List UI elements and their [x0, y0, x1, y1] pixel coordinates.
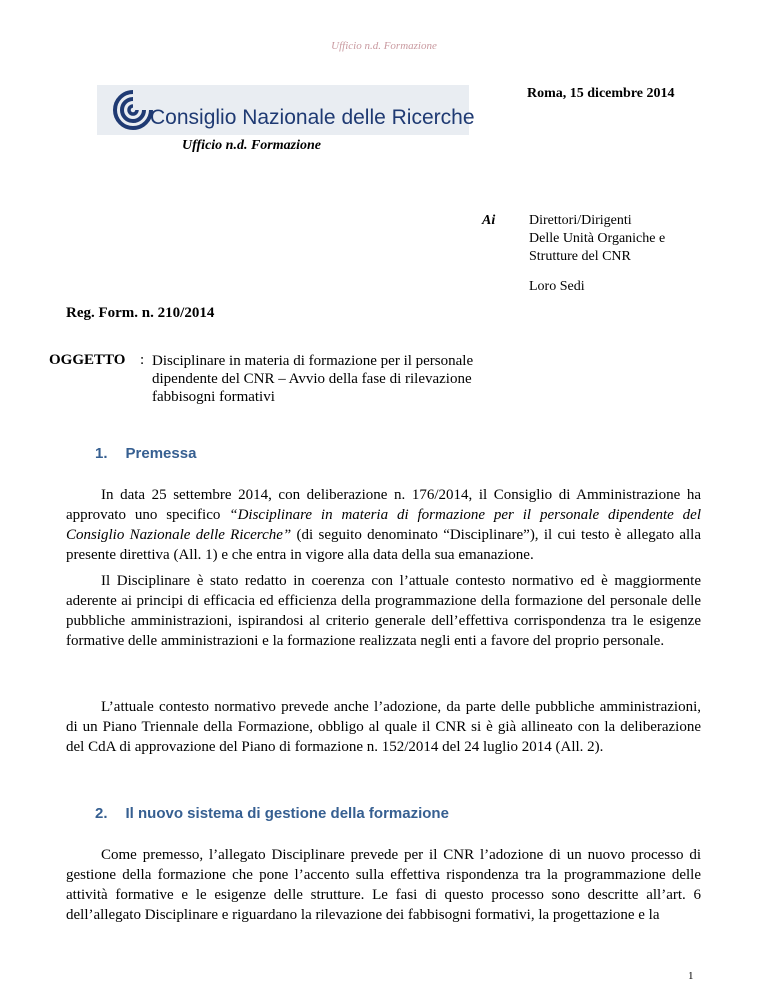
paragraph — [66, 485, 701, 565]
subject-text: Disciplinare in materia di formazione per il personale dipendente del CNR – Avvio della fase di rilevazione fabbisogni formativi — [152, 353, 474, 405]
recipients-closing: Loro Sedi — [529, 279, 585, 294]
logo-text: Consiglio Nazionale delle Ricerche — [150, 106, 475, 129]
section-title: Premessa — [125, 445, 197, 462]
subject-colon: : — [140, 352, 145, 368]
paragraph: L’attuale contesto normativo prevede anche l’adozione, da parte delle pubbliche amministrazioni, di un Piano Triennale della Formazione, obbligo al quale il CNR si è già allineato con la deliberazione del CdA di approvazione del Piano di formazione n. 152/2014 del 24 luglio 2014 (All. 2). — [66, 699, 701, 755]
document-date: Roma, 15 dicembre 2014 — [527, 86, 675, 101]
page-number: 1 — [688, 970, 694, 982]
recipient-line: Delle Unità Organiche e — [529, 231, 666, 246]
paragraph: Come premesso, l’allegato Disciplinare prevede per il CNR l’adozione di un nuovo processo di gestione della formazione che pone l’accento sulla effettiva rispondenza tra la programmazione delle attività formative e le esigenze delle strutture. Le fasi di questo processo sono descritte all’art. 6 dell’allegato Disciplinare e riguardano la rilevazione dei fabbisogni formativi, la progettazione e la — [66, 847, 701, 923]
paragraph-italic-text: “Disciplinare in materia di formazione per il personale dipendente del Consiglio Nazionale delle Ricerche” — [66, 507, 701, 543]
paragraph: Il Disciplinare è stato redatto in coerenza con l’attuale contesto normativo ed è maggiormente aderente ai principi di efficacia ed efficienza della programmazione della formazione del personale delle pubbliche amministrazioni, ispirandosi al criterio generale dell’effettiva corrispondenza tra le esigenze formative delle amministrazioni e la formazione realizzata negli enti a favore del proprio personale. — [66, 573, 701, 649]
recipient-line: Strutture del CNR — [529, 249, 631, 264]
running-header: Ufficio n.d. Formazione — [331, 40, 437, 52]
subject-label: OGGETTO — [49, 352, 126, 368]
office-name: Ufficio n.d. Formazione — [182, 138, 321, 153]
recipient-line: Direttori/Dirigenti — [529, 213, 632, 228]
section-heading — [95, 805, 449, 823]
paragraph-text: (di seguito denominato “Disciplinare”), il cui testo è allegato alla presente direttiva (All. 1) e che entra in vigore alla data della sua emanazione. — [66, 527, 702, 563]
registration-number: Reg. Form. n. 210/2014 — [66, 305, 215, 321]
section-heading — [95, 445, 196, 463]
section-title: Il nuovo sistema di gestione della formazione — [125, 805, 449, 822]
section-number: 2. — [95, 805, 108, 822]
cnr-emblem-icon — [111, 88, 155, 132]
recipients-label: Ai — [482, 213, 496, 228]
paragraph-text: In data 25 settembre 2014, con deliberazione n. 176/2014, il Consiglio di Amministrazione ha approvato uno specifico — [66, 487, 701, 523]
section-number: 1. — [95, 445, 108, 462]
